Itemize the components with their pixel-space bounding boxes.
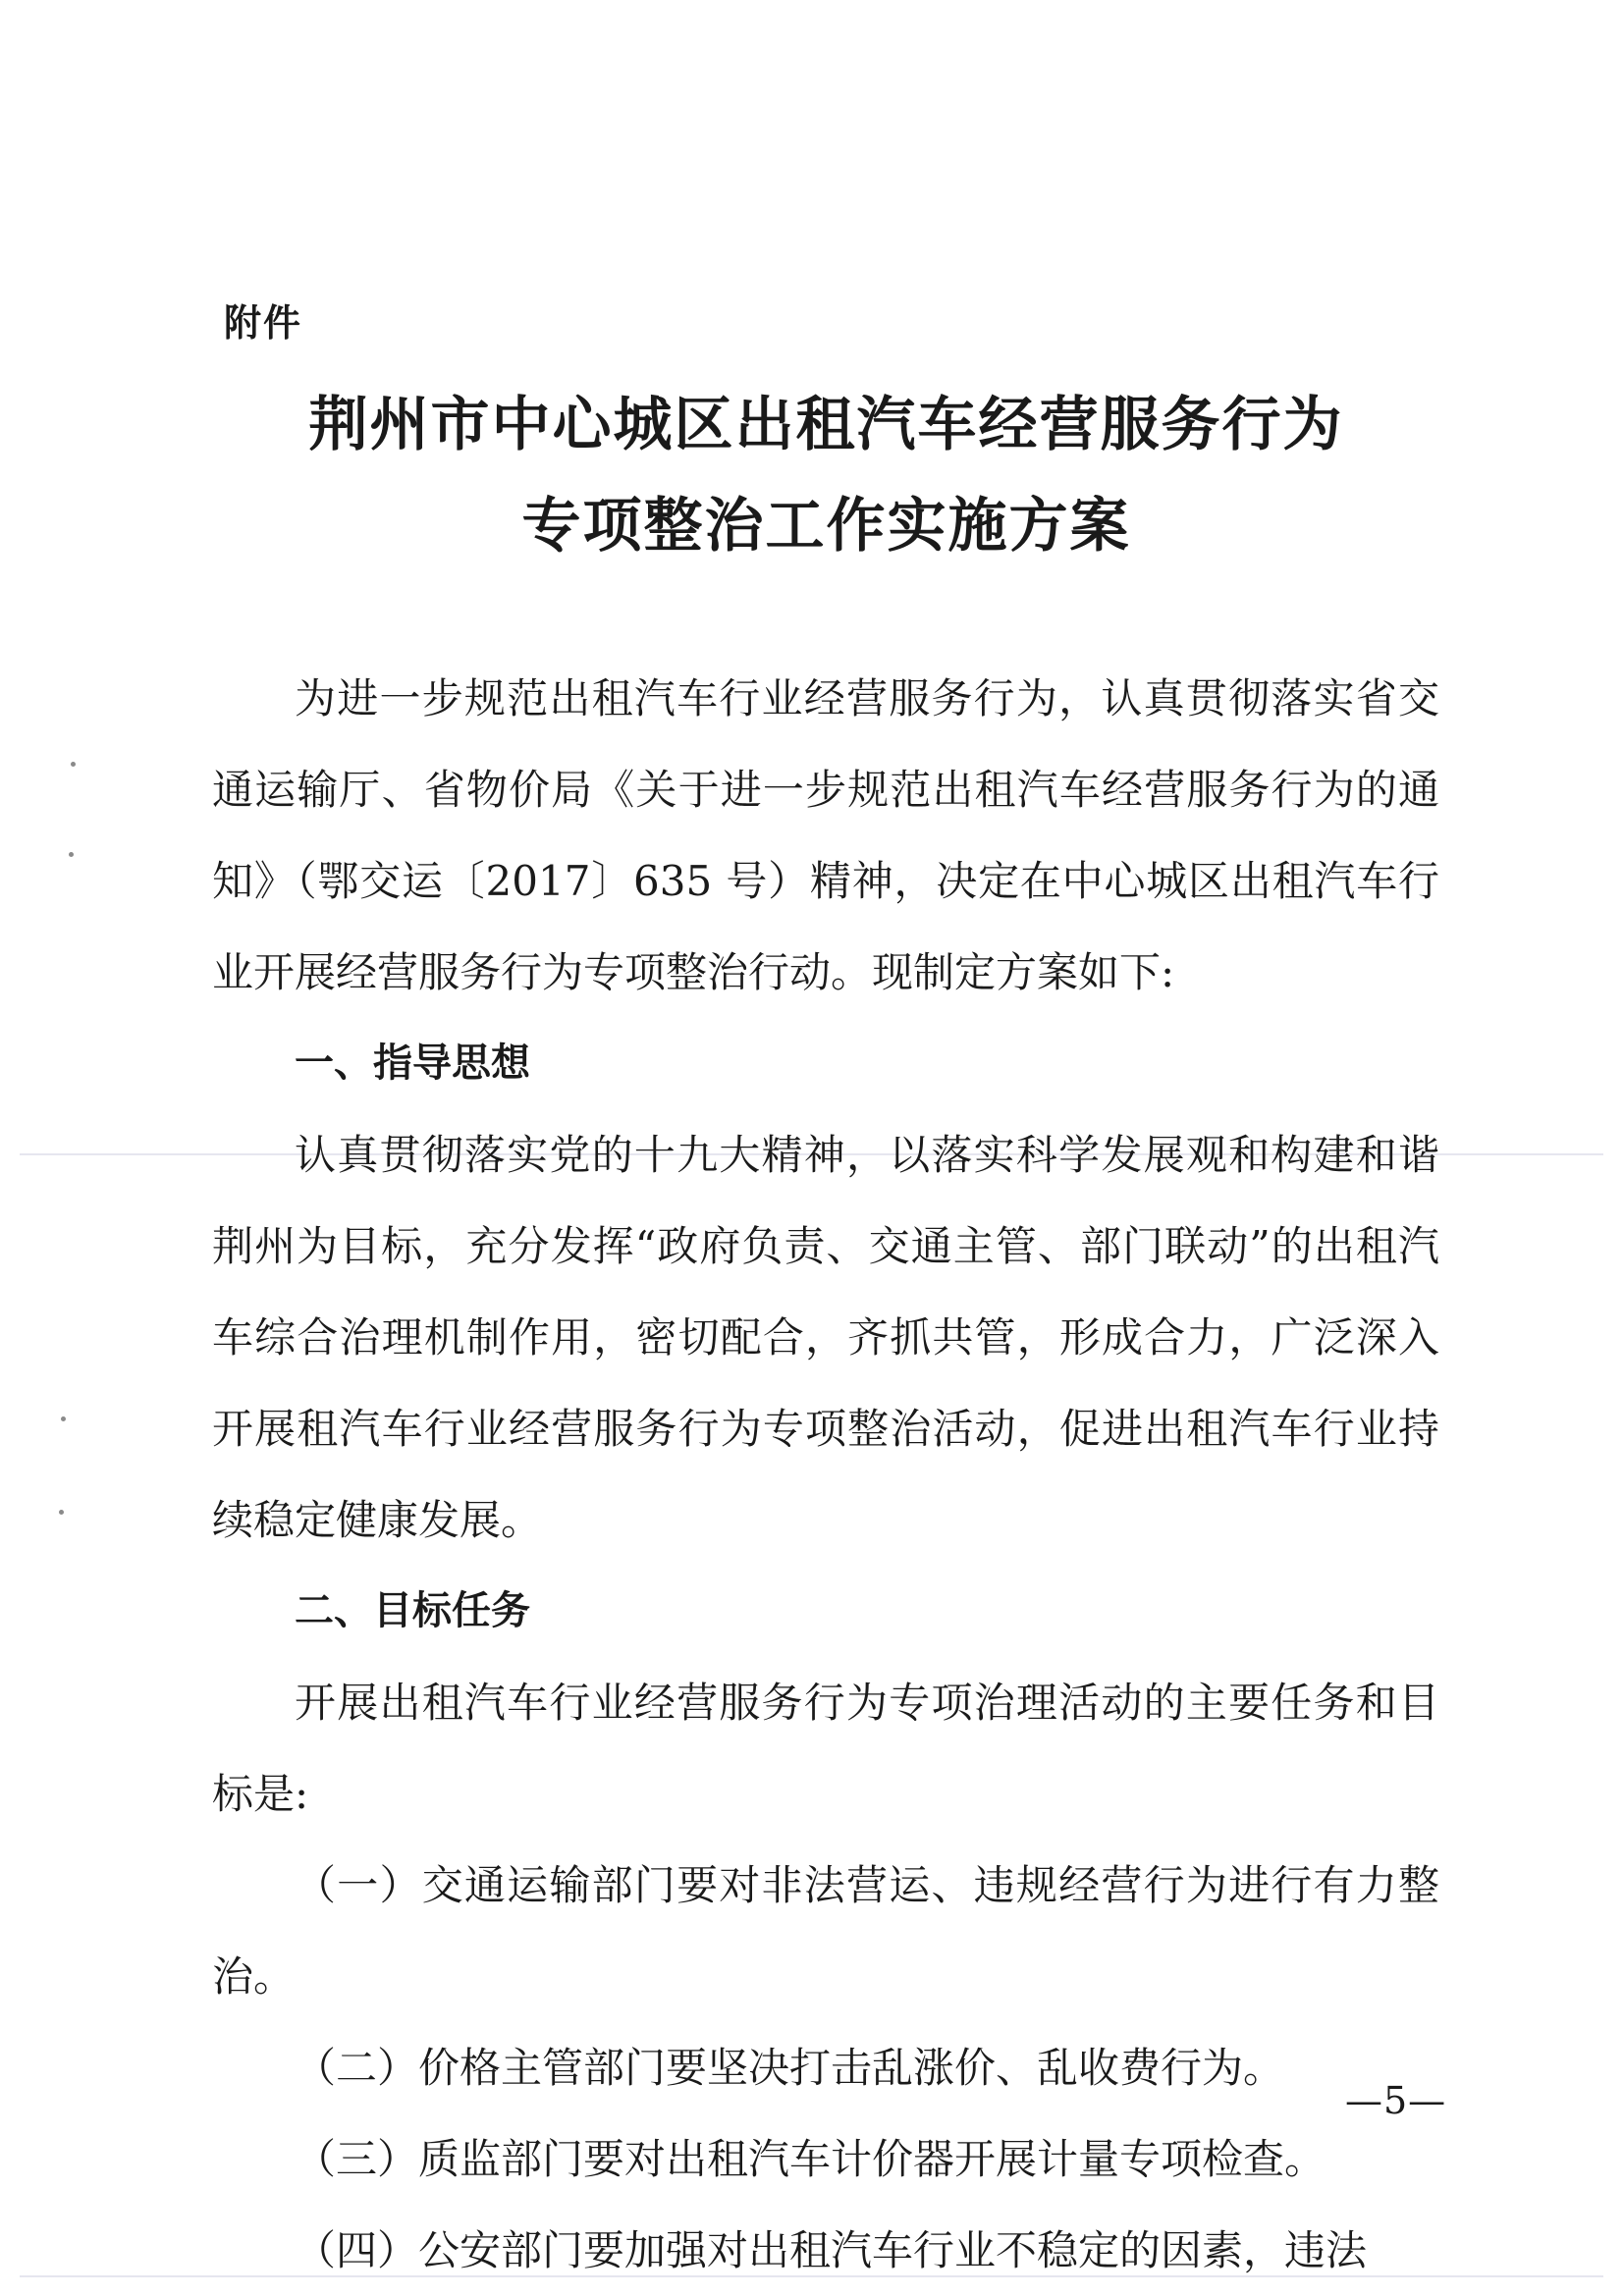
section-heading-guiding: 一、指导思想: [295, 1041, 530, 1086]
margin-speck: [69, 852, 74, 857]
intro-paragraph: 为进一步规范出租汽车行业经营服务行为，认真贯彻落实省交通运输厅、省物价局《关于进一步规范出租汽车经营服务行为的通知》（鄂交运〔2017〕635 号）精神，决定在中心城区出租汽车行业开展经营服务行为专项整治行动。现制定方案如下:: [212, 674, 1439, 996]
attachment-label: 附件: [224, 301, 303, 345]
document-title-line-1: 荆州市中心城区出租汽车经营服务行为: [308, 391, 1344, 459]
margin-speck: [59, 1510, 64, 1515]
task-item: （二）价格主管部门要坚决打击乱涨价、乱收费行为。: [295, 2044, 1285, 2092]
task-item: （三）质监部门要对出租汽车计价器开展计量专项检查。: [295, 2135, 1326, 2183]
document-body: [212, 653, 1439, 2296]
page-number: —5—: [1345, 2079, 1447, 2122]
task-item: （一）交通运输部门要对非法营运、违规经营行为进行有力整治。: [212, 1861, 1439, 2001]
tasks-intro-paragraph: 开展出租汽车行业经营服务行为专项治理活动的主要任务和目标是:: [212, 1679, 1439, 1818]
margin-speck: [61, 1416, 66, 1421]
section-heading-goals: 二、目标任务: [295, 1588, 530, 1633]
guiding-paragraph: 认真贯彻落实党的十九大精神，以落实科学发展观和构建和谐荆州为目标，充分发挥“政府负责、交通主管、部门联动”的出租汽车综合治理机制作用，密切配合，齐抓共管，形成合力，广泛深入开展租汽车行业经营服务行为专项整治活动，促进出租汽车行业持续稳定健康发展。: [212, 1131, 1439, 1544]
margin-speck: [71, 762, 76, 767]
task-item: （四）公安部门要加强对出租汽车行业不稳定的因素，违法: [295, 2226, 1368, 2274]
document-title-line-2: 专项整治工作实施方案: [521, 492, 1131, 561]
